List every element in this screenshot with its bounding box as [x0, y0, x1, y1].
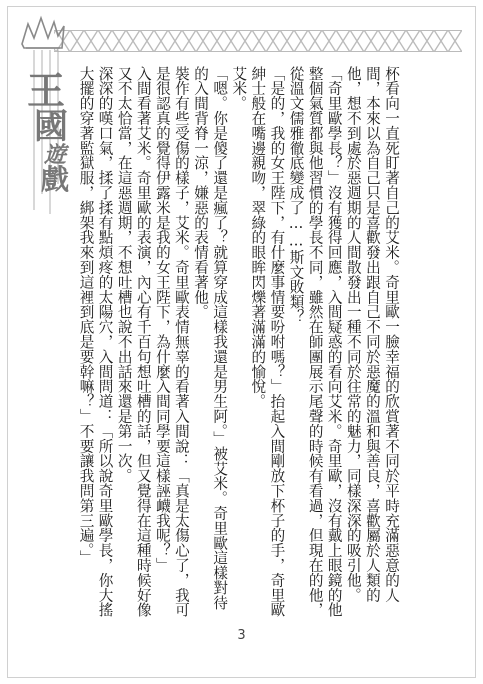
logo-title — [18, 68, 74, 196]
logo-char: 戲 — [40, 163, 69, 196]
paragraph: 杯看向一直死盯著自己的艾米。奇里歐一臉幸福的欣賞著不同於平時充滿惡意的人間，本來以為自己只是喜歡發出跟自己不同於惡魔的溫和與善良，喜歡屬於人類的他，想不到處於惡週期的人間散發出一種不同於往常的魅力，同樣深深的吸引他。 — [344, 66, 400, 603]
paragraph: 深深的嘆口氣，揉了揉有點煩疼的太陽穴，入間問道：「所以說奇里歐學長，你大搖大擺的穿著監獄服，綁架我來到這裡到底是要幹嘛？」不要讓我問第三遍。」 — [77, 66, 114, 618]
body-text-area — [77, 66, 401, 624]
paragraph: 「是的，我的女王陛下，有什麼事情要吩咐嗎？」抬起入間剛放下杯子的手，奇里歐紳士般在嘴邊親吻，翠綠的眼眸閃爍著滿滿的愉悅。 — [249, 66, 286, 618]
header-decoration-band — [14, 30, 462, 52]
paragraph: 入間看著艾米。奇里歐的表演，內心有千百句想吐槽的話，但又覺得在這種時候好像又不太恰當，在這惡週期，不想吐槽也說不出話來還是第一次。 — [115, 66, 152, 618]
paragraph: 「嗯。你是傻了還是瘋了？就算穿成這樣我還是男生阿。」被艾米。奇里歐這樣對待的入間背脊一涼，嫌惡的表情看著他。 — [192, 66, 229, 610]
page-number: 3 — [237, 628, 246, 643]
logo-char: 遊 — [43, 142, 66, 168]
vertical-text-columns — [76, 66, 401, 624]
logo-char: 王 — [26, 68, 65, 113]
logo-char: 國 — [34, 107, 68, 147]
paragraph: 「奇里歐學長？」沒有獲得回應，入間疑惑的看向艾米。奇里歐，沒有戴上眼鏡的他整個氣質都與他習慣的學長不同，雖然在師團展示尾聲的時候有看過，但現在的他，從溫文儒雅徹底變成了……斯文敗類？ — [287, 66, 343, 618]
diamond-lattice-decoration — [14, 30, 462, 52]
paragraph: 裝作有些受傷的樣子，艾米。奇里歐表情無辜的看著入間說：「真是太傷心了，我可是很認真的覺得伊露米是我的女王陛下，為什麼入間同學要這樣誣衊我呢？」 — [153, 66, 190, 618]
paragraph: 艾米。 — [230, 66, 248, 111]
series-logo — [14, 14, 76, 214]
